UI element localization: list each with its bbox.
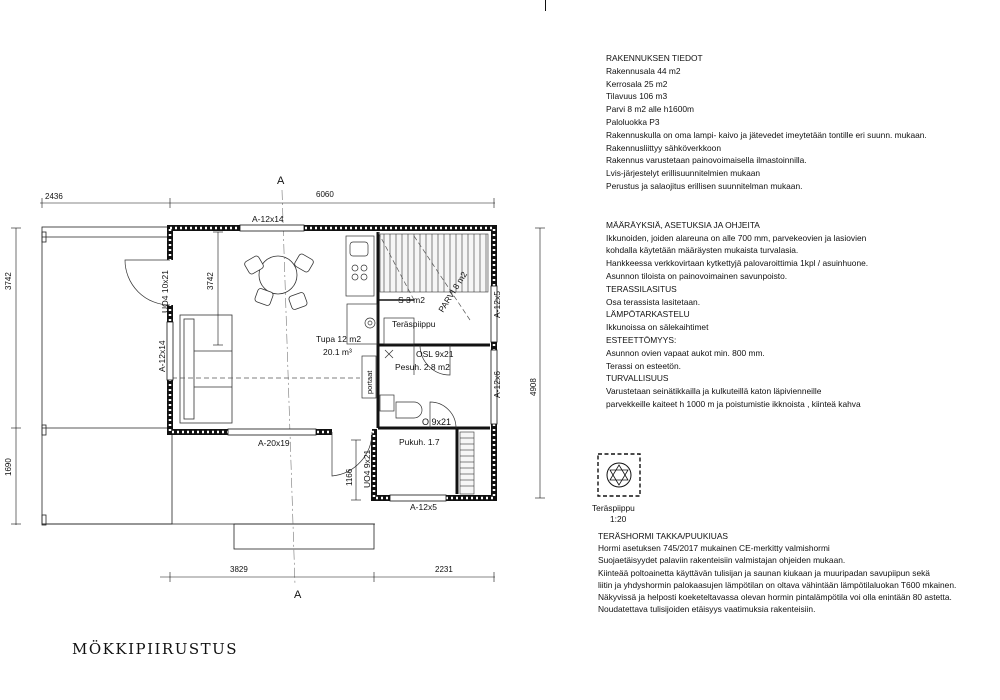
building-info-line: Paloluokka P3 [606, 116, 660, 127]
building-info-line: Kerrosala 25 m2 [606, 78, 668, 89]
room-chimney: Teräspiippu [392, 319, 436, 329]
regulations-line: Ikkunoissa on sälekaihtimet [606, 322, 709, 333]
room-living: Tupa 12 m2 [316, 334, 362, 344]
regulations-line: Asunnon ovien vapaat aukot min. 800 mm. [606, 347, 765, 358]
dim-left-lower: 1690 [4, 458, 13, 476]
dim-bottom-right: 2231 [435, 565, 453, 574]
regulations-line: TURVALLISUUS [606, 373, 669, 384]
dim-top-left: 2436 [45, 192, 63, 201]
room-wash: Pesuh. 2.8 m2 [395, 362, 450, 372]
regulations-line: TERASSILASITUS [606, 283, 677, 294]
label-window-top: A-12x14 [252, 214, 284, 224]
dim-inner-height: 3742 [206, 272, 215, 290]
regulations-line: Asunnon tiloista on painovoimainen savunpoisto. [606, 270, 788, 281]
room-loft: PARVI 8 m2 [436, 269, 470, 315]
building-info-panel [606, 52, 996, 411]
regulations-line: Terassi on esteetön. [606, 360, 681, 371]
regulations-line: ESTEETTÖMYYS: [606, 334, 677, 345]
chimney-notes-line: Hormi asetuksen 745/2017 mukainen CE-merkitty valmishormi [598, 543, 830, 554]
dim-bottom-left: 3829 [230, 565, 248, 574]
symbol-name: Teräspiippu [592, 503, 635, 513]
chimney-notes-heading: TERÄSHORMI TAKKA/PUUKIUAS [598, 531, 728, 541]
chimney-notes-line: Näkyvissä ja helposti koeketeltavassa olevan hormin pintalämpötila voi olla enintään 80 astetta. [598, 592, 952, 603]
room-sauna: S 3 m2 [398, 295, 425, 305]
bench-pukuhuone [460, 432, 474, 494]
chimney-symbol-caption [592, 503, 635, 525]
regulations-line: Ikkunoiden, joiden alareuna on alle 700 mm, parvekeovien ja lasiovien [606, 232, 867, 243]
room-stairs: portaat [365, 370, 374, 394]
building-info-line: Tilavuus 106 m3 [606, 91, 668, 102]
chimney-notes-panel [598, 530, 996, 615]
drawing-title: MÖKKIPIIRUSTUS [72, 640, 239, 658]
dim-door-width: 1166 [345, 468, 354, 486]
section-mark-top: A [277, 175, 285, 187]
regulations-heading: MÄÄRÄYKSIÄ, ASETUKSIA JA OHJEITA [606, 219, 760, 230]
label-door-terrace: UO4 10x21 [160, 270, 170, 313]
chimney-symbol-icon [596, 452, 642, 498]
room-dressing: Pukuh. 1.7 [399, 437, 440, 447]
building-info-line: Rakennusliittyy sähköverkkoon [606, 142, 721, 153]
dim-top-right: 6060 [316, 190, 334, 199]
dining-set [244, 253, 315, 310]
chimney-notes-line: Noudatettava tulisijoiden etäisyys vaatimuksia rakenteisiin. [598, 604, 816, 615]
regulations-line: LÄMPÖTARKASTELU [606, 309, 690, 320]
label-window-right-lower: A-12x6 [492, 371, 502, 398]
regulations-line: Hankkeessa verkkovirtaan kytkettyjä palovaroittimia 1kpl / asuinhuone. [606, 258, 869, 269]
label-window-bottom: A-20x19 [258, 438, 290, 448]
symbol-scale: 1:20 [610, 514, 627, 524]
building-info-line: Parvi 8 m2 alle h1600m [606, 104, 694, 115]
section-line [282, 190, 295, 585]
regulations-line: Varustetaan seinätikkailla ja kulkuteillä katon läpivienneille [606, 386, 822, 397]
regulations-line: Osa terassista lasitetaan. [606, 296, 701, 307]
building-info-line: Perustus ja salaojitus erillisen suunnitelman mukaan. [606, 180, 803, 191]
wc-and-sink [380, 350, 422, 418]
building-info-heading: RAKENNUKSEN TIEDOT [606, 53, 703, 63]
label-window-right-upper: A-12x5 [492, 291, 502, 318]
building-info-line: Rakennus varustetaan painovoimaisella ilmastoinnilla. [606, 155, 807, 166]
label-window-bottom-right: A-12x5 [410, 502, 437, 512]
dim-left-upper: 3742 [4, 272, 13, 290]
building-info-line: Lvis-järjestelyt erillisuunnitelmien mukaan [606, 168, 761, 179]
building-info-line: Rakennuskulla on oma lampi- kaivo ja jätevedet imeytetään tontille eri suunn. mukaan. [606, 129, 927, 140]
building-info-line: Rakennusala 44 m2 [606, 65, 681, 76]
regulations-line: parvekkeille kaiteet h 1000 m ja poistumistie ikknoista , kiinteä kahva [606, 398, 861, 409]
label-door-entry: UO4 9x21 [362, 449, 372, 488]
label-window-left: A-12x14 [157, 340, 167, 372]
label-door-dressing: O 9x21 [422, 417, 452, 427]
chimney-notes-line: Kiinteää poltoainetta käyttävän tulisijan ja saunan kiukaan ja muuripadan savupiipun sekä [598, 567, 930, 578]
sauna-benches [380, 234, 488, 292]
chimney-notes-line: liitin ja yhdyshormin palokaasujen lämpötilan on oltava vähintään lämpötilaluokan T600 mkainen. [598, 579, 957, 590]
room-living-volume: 20.1 m³ [323, 347, 352, 357]
label-door-wash: OSL 9x21 [416, 349, 454, 359]
sofa [180, 315, 232, 423]
section-mark-bottom: A [294, 589, 302, 601]
dim-right-total: 4908 [529, 378, 538, 396]
regulations-line: kohdalla käytetään määräysten mukaista turvalasia. [606, 245, 799, 256]
chimney-notes-line: Suojaetäisyydet palaviin rakenteisiin valmistajan ohjeiden mukaan. [598, 555, 846, 566]
kitchen-counter [346, 236, 374, 296]
